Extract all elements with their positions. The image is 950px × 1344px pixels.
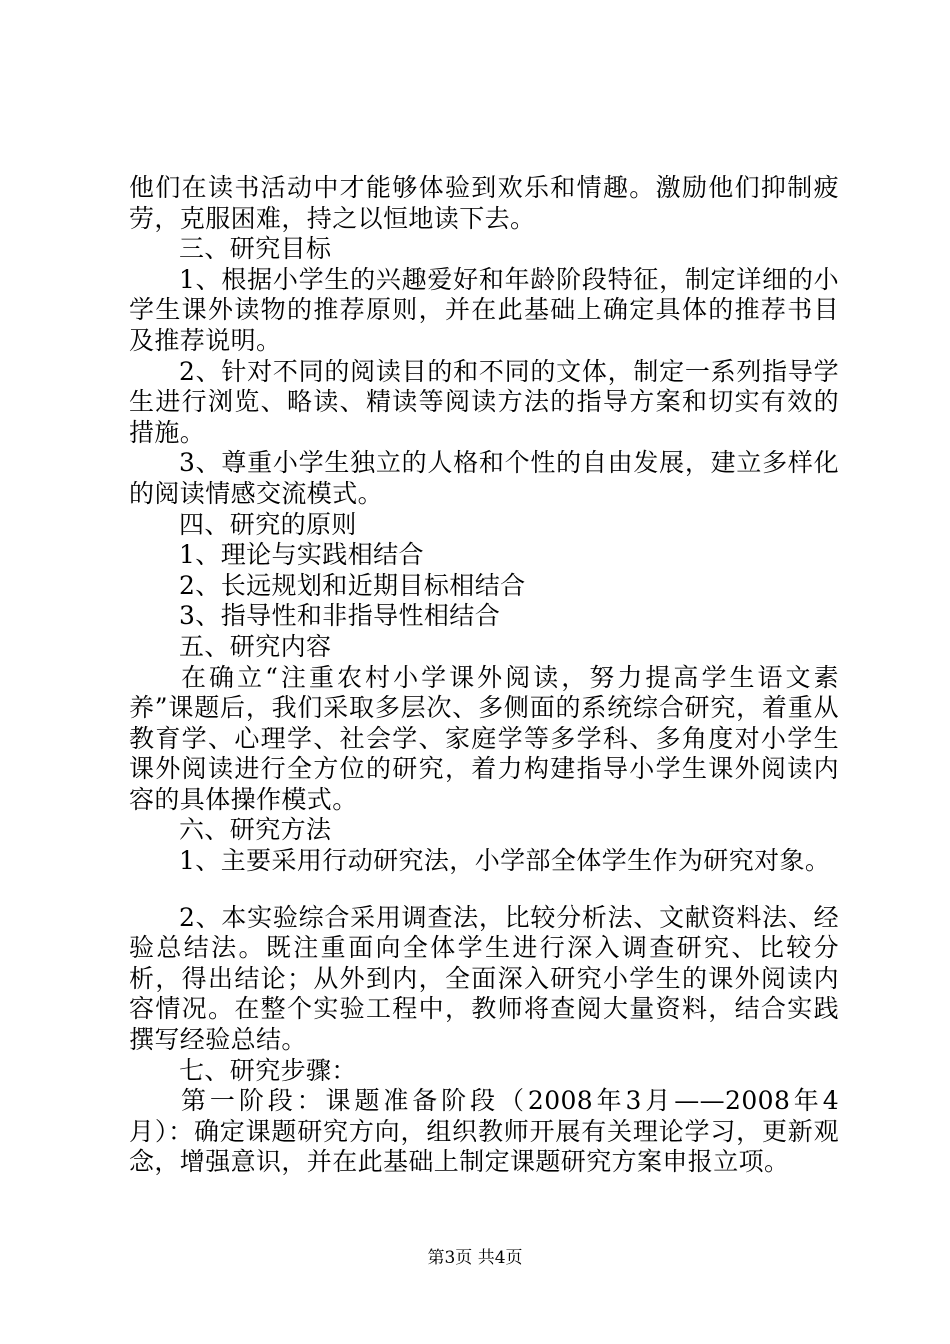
heading-research-methods: 六、研究方法 — [179, 815, 332, 845]
body-text — [129, 173, 839, 1178]
method-item-2: 2、本实验综合采用调查法，比较分析法、文献资料法、经验总结法。既注重面向全体学生进行深入调查研究、比较分析，得出结论；从外到内，全面深入研究小学生的课外阅读内容情况。在整个实验工程中，教师将查阅大量资料，结合实践撰写经验总结。 — [129, 902, 839, 1055]
principle-item-1: 1、理论与实践相结合 — [179, 540, 424, 570]
heading-research-goals: 三、研究目标 — [179, 234, 332, 264]
heading-research-principles: 四、研究的原则 — [179, 509, 357, 539]
page-footer: 第3页 共4页 — [427, 1248, 523, 1268]
goal-item-1: 1、根据小学生的兴趣爱好和年龄阶段特征，制定详细的小学生课外读物的推荐原则，并在此基础上确定具体的推荐书目及推荐说明。 — [129, 264, 839, 355]
principle-item-2: 2、长远规划和近期目标相结合 — [179, 570, 526, 600]
step-phase-1: 第一阶段：课题准备阶段（2008年3月——2008年4月）：确定课题研究方向，组织教师开展有关理论学习，更新观念，增强意识，并在此基础上制定课题研究方案申报立项。 — [129, 1086, 839, 1177]
heading-research-steps: 七、研究步骤： — [179, 1055, 357, 1085]
goal-item-3: 3、尊重小学生独立的人格和个性的自由发展，建立多样化的阅读情感交流模式。 — [129, 448, 839, 508]
method-item-1: 1、主要采用行动研究法，小学部全体学生作为研究对象。 — [179, 846, 831, 876]
principle-item-3: 3、指导性和非指导性相结合 — [179, 601, 501, 631]
research-content-paragraph: 在确立“注重农村小学课外阅读，努力提高学生语文素养”课题后，我们采取多层次、多侧面的系统综合研究，着重从教育学、心理学、社会学、家庭学等多学科、多角度对小学生课外阅读进行全方位的研究，着力构建指导小学生课外阅读内容的具体操作模式。 — [129, 662, 839, 814]
paragraph-continuation: 他们在读书活动中才能够体验到欢乐和情趣。激励他们抑制疲劳，克服困难，持之以恒地读下去。 — [129, 173, 839, 233]
heading-research-content: 五、研究内容 — [179, 631, 332, 661]
goal-item-2: 2、针对不同的阅读目的和不同的文体，制定一系列指导学生进行浏览、略读、精读等阅读方法的指导方案和切实有效的措施。 — [129, 356, 839, 447]
